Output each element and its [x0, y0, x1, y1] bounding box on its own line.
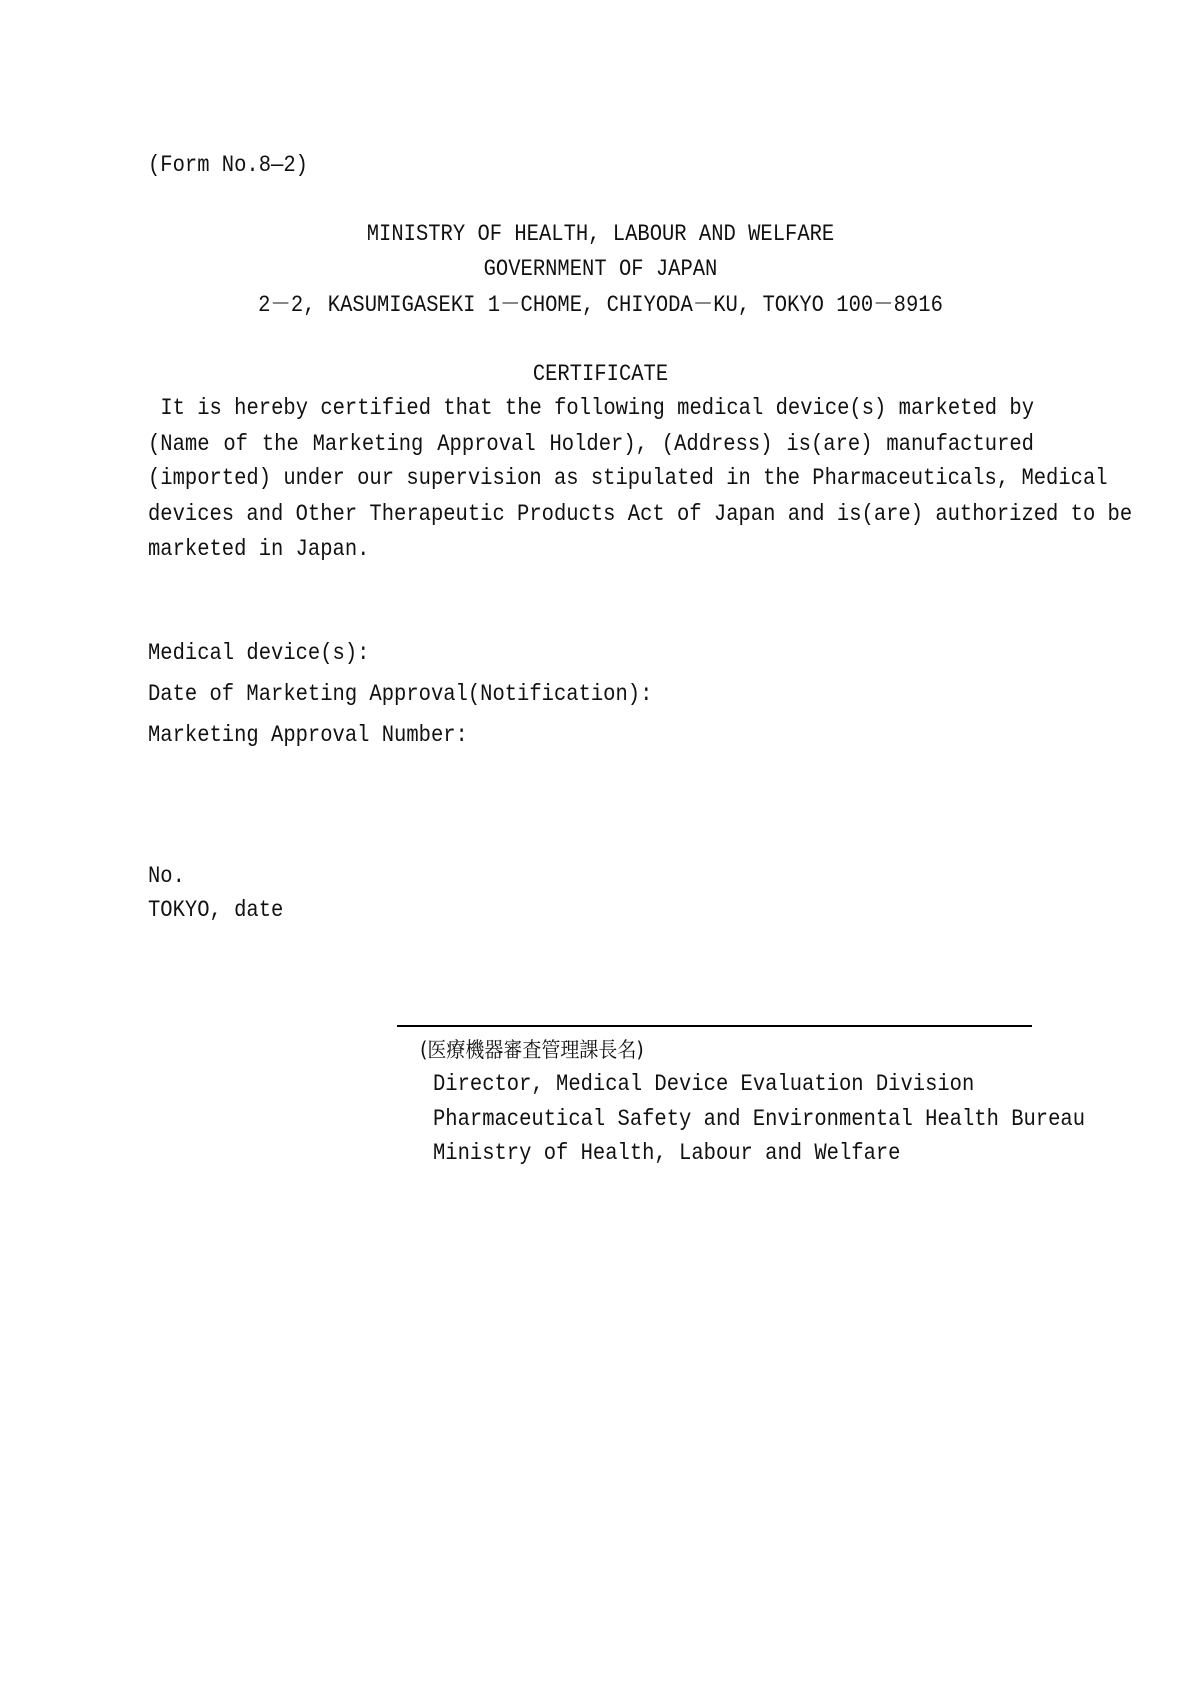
ministry-heading-text: MINISTRY OF HEALTH, LABOUR AND WELFARE	[366, 222, 835, 248]
signatory-line-2: Pharmaceutical Safety and Environmental Health Bureau	[433, 1107, 1086, 1133]
signature-line	[397, 1025, 1032, 1027]
government-heading	[0, 257, 1181, 284]
signatory-japanese-title: (医療機器審査管理課長名)	[420, 1038, 644, 1063]
certificate-title-text: CERTIFICATE	[532, 362, 669, 388]
certificate-title	[0, 362, 1181, 389]
form-number: (Form No.8—2)	[148, 153, 308, 179]
approval-date-field: Date of Marketing Approval(Notification):	[148, 682, 653, 708]
ministry-address-text: 2－2, KASUMIGASEKI 1－CHOME, CHIYODA－KU, TOKYO 100－8916	[258, 293, 943, 319]
reference-number: No.	[148, 864, 185, 890]
body-line-3: (imported) under our supervision as stipulated in the Pharmaceuticals, Medical	[148, 466, 1108, 492]
body-line-1: It is hereby certified that the following medical device(s) marketed by	[148, 396, 1034, 422]
approval-number-field: Marketing Approval Number:	[148, 723, 468, 749]
signatory-line-3: Ministry of Health, Labour and Welfare	[433, 1141, 901, 1167]
body-line-5: marketed in Japan.	[148, 537, 370, 563]
government-heading-text: GOVERNMENT OF JAPAN	[483, 257, 718, 283]
signatory-line-1: Director, Medical Device Evaluation Division	[433, 1072, 975, 1098]
ministry-heading	[0, 222, 1181, 249]
ministry-address	[0, 293, 1181, 320]
place-date: TOKYO, date	[148, 898, 284, 924]
body-line-4: devices and Other Therapeutic Products Act of Japan and is(are) authorized to be	[148, 502, 1133, 528]
medical-device-field: Medical device(s):	[148, 641, 370, 667]
body-line-2: (Name of the Marketing Approval Holder), (Address) is(are) manufactured	[148, 432, 1034, 458]
